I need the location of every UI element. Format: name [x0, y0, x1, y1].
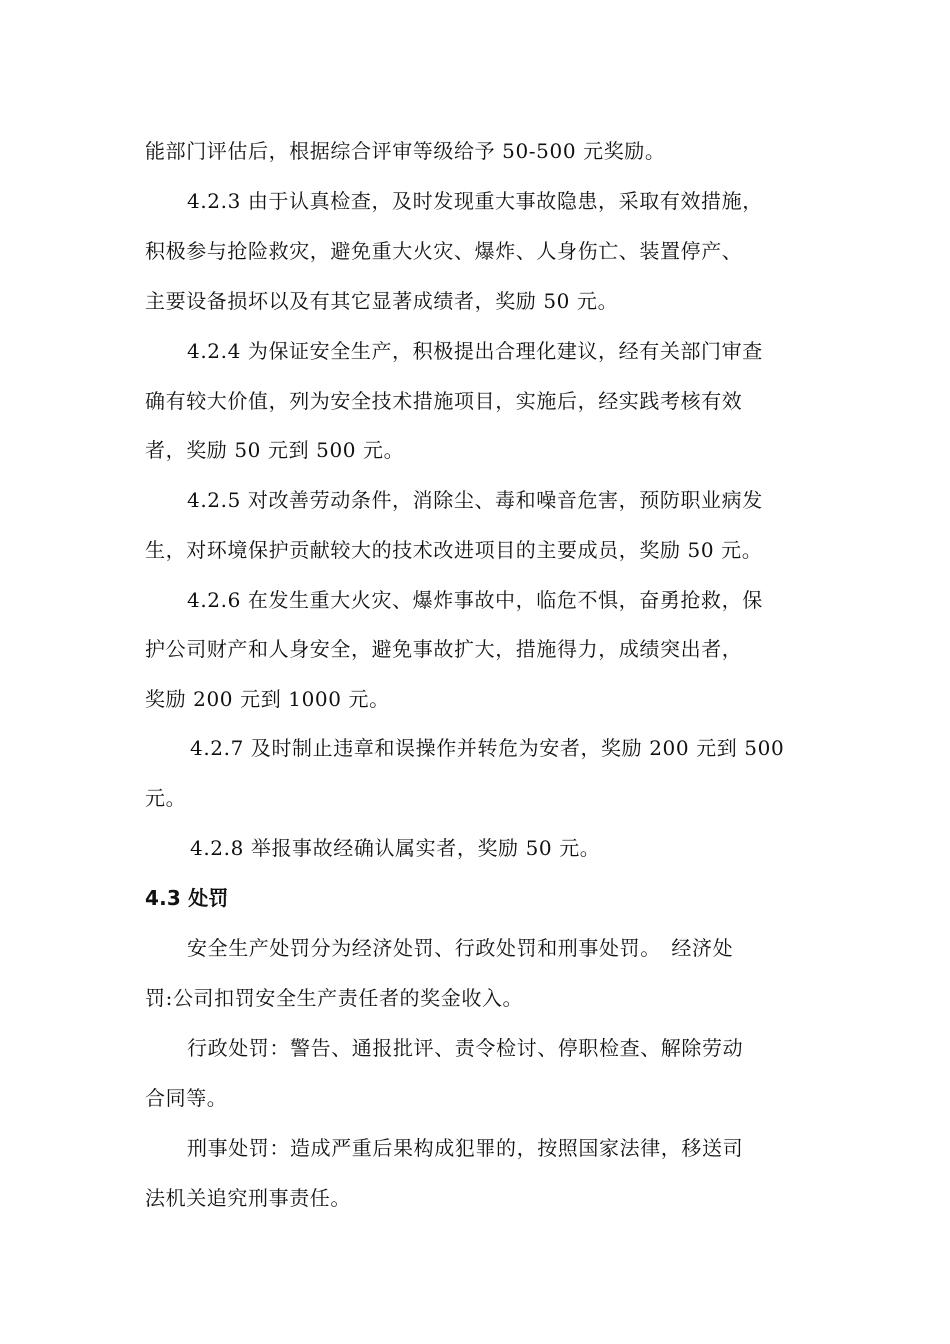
text-line: 生，对环境保护贡献较大的技术改进项目的主要成员，奖励 50 元。 — [145, 538, 763, 562]
text-line: 4.2.8 举报事故经确认属实者，奖励 50 元。 — [190, 836, 601, 860]
text-line: 罚:公司扣罚安全生产责任者的奖金收入。 — [145, 986, 524, 1010]
text-line: 安全生产处罚分为经济处罚、行政处罚和刑事处罚。 经济处 — [187, 936, 734, 960]
text-line: 确有较大价值，列为安全技术措施项目，实施后，经实践考核有效 — [145, 389, 743, 413]
text-line: 4.2.4 为保证安全生产，积极提出合理化建议，经有关部门审查 — [187, 339, 763, 363]
text-line: 合同等。 — [145, 1086, 228, 1110]
text-line: 元。 — [145, 786, 187, 810]
text-line: 能部门评估后，根据综合评审等级给予 50-500 元奖励。 — [145, 139, 666, 163]
text-line: 刑事处罚：造成严重后果构成犯罪的，按照国家法律，移送司 — [187, 1136, 744, 1160]
text-line: 4.2.6 在发生重大火灾、爆炸事故中，临危不惧，奋勇抢救，保 — [187, 588, 763, 612]
text-line: 4.2.7 及时制止违章和误操作并转危为安者，奖励 200 元到 500 — [190, 736, 785, 760]
text-line: 积极参与抢险救灾，避免重大火灾、爆炸、人身伤亡、装置停产、 — [145, 239, 743, 263]
text-line: 主要设备损坏以及有其它显著成绩者，奖励 50 元。 — [145, 289, 619, 313]
text-line: 奖励 200 元到 1000 元。 — [145, 687, 390, 711]
text-line: 者，奖励 50 元到 500 元。 — [145, 438, 405, 462]
text-line: 行政处罚：警告、通报批评、责令检讨、停职检查、解除劳动 — [187, 1036, 744, 1060]
section-heading: 4.3 处罚 — [145, 886, 229, 910]
text-line: 4.2.5 对改善劳动条件，消除尘、毒和噪音危害，预防职业病发 — [187, 488, 763, 512]
text-line: 法机关追究刑事责任。 — [145, 1186, 351, 1210]
text-line: 4.2.3 由于认真检查，及时发现重大事故隐患，采取有效措施， — [187, 189, 763, 213]
text-line: 护公司财产和人身安全，避免事故扩大，措施得力，成绩突出者， — [145, 637, 743, 661]
